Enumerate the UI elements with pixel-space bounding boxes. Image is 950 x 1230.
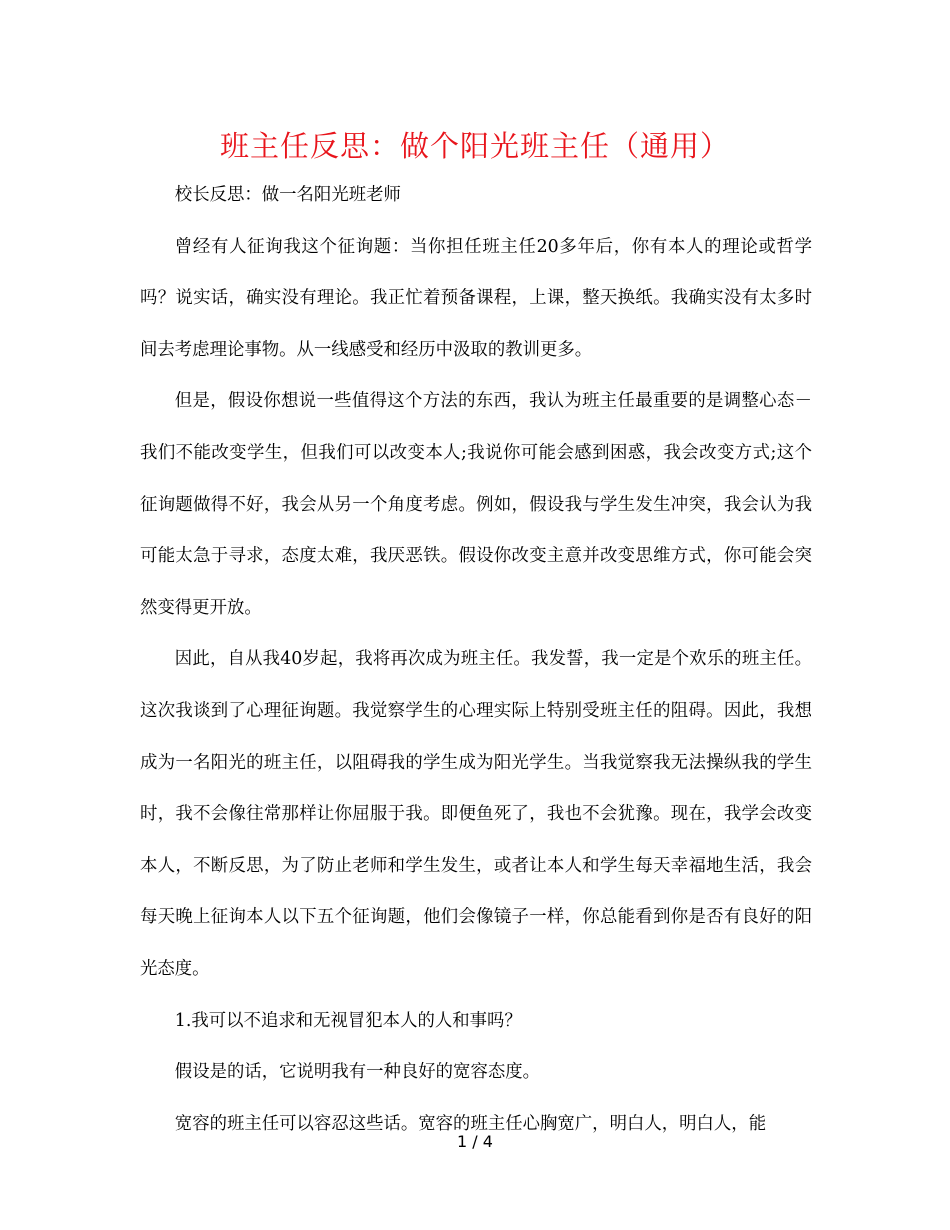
paragraph-question: 曾经有人征询我这个征询题：当你担任班主任20多年后，你有本人的理论或哲学吗？说实话，确实没有理论。我正忙着预备课程，上课，整天换纸。我确实没有太多时间去考虑理论事物。从一线感受和经历中汲取的教训更多。 [140,236,812,360]
document-title: 班主任反思：做个阳光班主任（通用） [219,129,730,163]
page-number: 1 / 4 [457,1132,493,1151]
paragraph-answer-one: 假设是的话，它说明我有一种良好的宽容态度。 [174,1062,541,1083]
document-body [140,170,812,1150]
paragraph-mindset: 但是，假设你想说一些值得这个方法的东西，我认为班主任最重要的是调整心态－我们不能改变学生，但我们可以改变本人;我说你可能会感到困惑，我会改变方式;这个征询题做得不好，我会从另一个角度考虑。例如，假设我与学生发生冲突，我会认为我可能太急于寻求，态度太难，我厌恶铁。假设你改变主意并改变思维方式，你可能会突然变得更开放。 [140,391,812,618]
paragraph-tolerance: 宽容的班主任可以容忍这些话。宽容的班主任心胸宽广，明白人，明白人，能 [174,1113,767,1134]
paragraph-sunshine-teacher: 因此，自从我40岁起，我将再次成为班主任。我发誓，我一定是个欢乐的班主任。这次我谈到了心理征询题。我觉察学生的心理实际上特别受班主任的阻碍。因此，我想成为一名阳光的班主任，以阻碍我的学生成为阳光学生。当我觉察我无法操纵我的学生时，我不会像往常那样让你屈服于我。即便鱼死了，我也不会犹豫。现在，我学会改变本人，不断反思，为了防止老师和学生发生，或者让本人和学生每天幸福地生活，我会每天晚上征询本人以下五个征询题，他们会像镜子一样，你总能看到你是否有良好的阳光态度。 [140,649,812,979]
paragraph-question-one: 1.我可以不追求和无视冒犯本人的人和事吗？ [174,1010,522,1031]
paragraph-subtitle: 校长反思：做一名阳光班老师 [174,185,401,205]
